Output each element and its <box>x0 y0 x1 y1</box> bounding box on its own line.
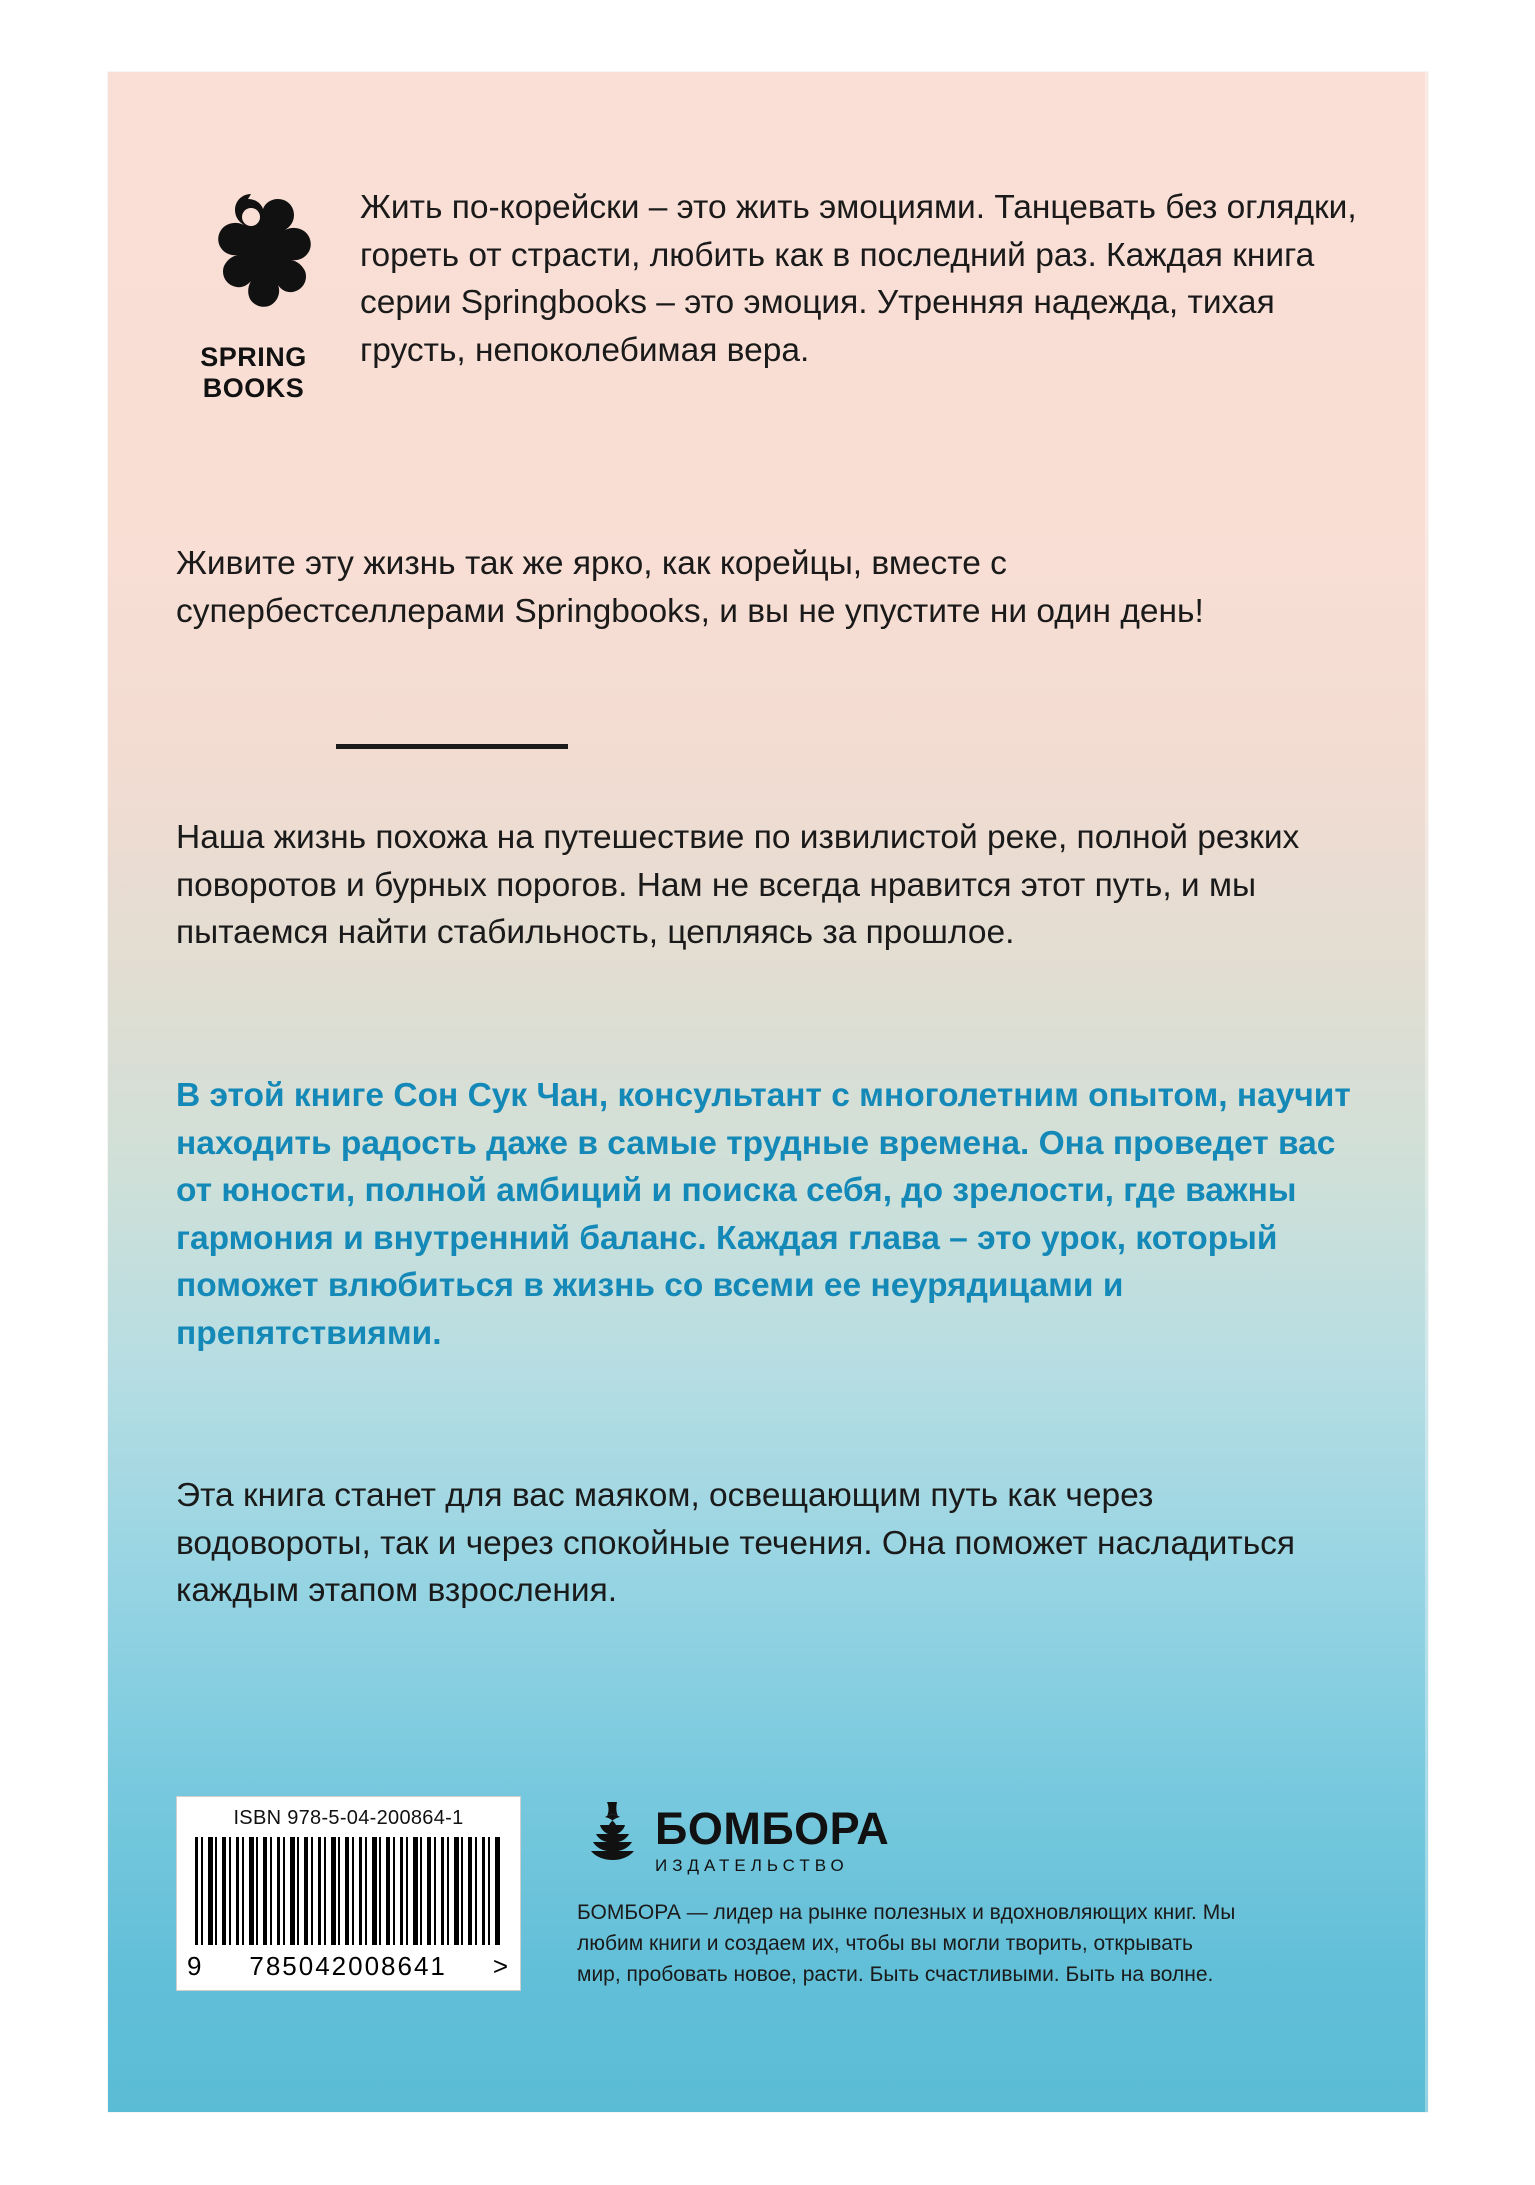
flower-icon <box>176 186 326 336</box>
live-paragraph: Живите эту жизнь так же ярко, как корейцы, вместе с супербестселлерами Springbooks, и вы не упустите ни один день! <box>176 545 1204 630</box>
footer-row <box>176 1796 1366 1991</box>
intro-paragraph: Жить по-корейски – это жить эмоциями. Танцевать без оглядки, гореть от страсти, любить как в последний раз. Каждая книга серии Springbooks – это эмоция. Утренняя надежда, тихая грусть, непоколебимая вера. <box>360 189 1357 369</box>
barcode-bars <box>195 1837 502 1945</box>
publisher-name: БОМБОРА <box>655 1803 890 1854</box>
logo-line-2: BOOKS <box>202 372 305 403</box>
bombora-wave-icon <box>577 1800 639 1867</box>
publisher-header <box>577 1800 1366 1876</box>
section-divider <box>336 744 568 749</box>
book-back-cover <box>108 72 1428 2112</box>
springbooks-logo-text <box>176 342 331 403</box>
intro-block <box>176 182 1366 403</box>
river-paragraph: Наша жизнь похожа на путешествие по извилистой реке, полной резких поворотов и бурных порогов. Нам не всегда нравится этот путь, и мы пытаемся найти стабильность, цепляясь за прошлое. <box>176 819 1300 952</box>
logo-line-1: SPRING <box>200 342 307 372</box>
barcode-digits-main: 785042008641 <box>249 1951 447 1981</box>
publisher-names <box>655 1800 889 1876</box>
beacon-paragraph: Эта книга станет для вас маяком, освещающим путь как через водовороты, так и через спокойные течения. Она поможет насладиться каждым этапом взросления. <box>176 1477 1296 1610</box>
publisher-subtitle: ИЗДАТЕЛЬСТВО <box>655 1856 849 1875</box>
barcode-digit-right: > <box>492 1951 510 1981</box>
springbooks-logo <box>176 182 331 403</box>
highlight-paragraph: В этой книге Сон Сук Чан, консультант с многолетним опытом, научит находить радость даже в самые трудные времена. Она проведет вас от юности, полной амбиций и поиска себя, до зрелости, где важны гармония и внутренний баланс. Каждая глава – это урок, который поможет влюбиться в жизнь со всеми ее неурядицами и препятствиями. <box>176 1077 1351 1352</box>
isbn-text: ISBN 978-5-04-200864-1 <box>233 1807 464 1829</box>
page-edge <box>1425 72 1428 2112</box>
publisher-description: БОМБОРА — лидер на рынке полезных и вдохновляющих книг. Мы любим книги и создаем их, чтобы вы могли творить, открывать мир, пробовать новое, расти. Быть счастливыми. Быть на волне. <box>577 1901 1236 1986</box>
barcode-block <box>176 1796 521 1991</box>
barcode-digits <box>187 1951 510 1982</box>
barcode-digit-left: 9 <box>187 1951 204 1981</box>
publisher-block <box>577 1796 1366 1991</box>
